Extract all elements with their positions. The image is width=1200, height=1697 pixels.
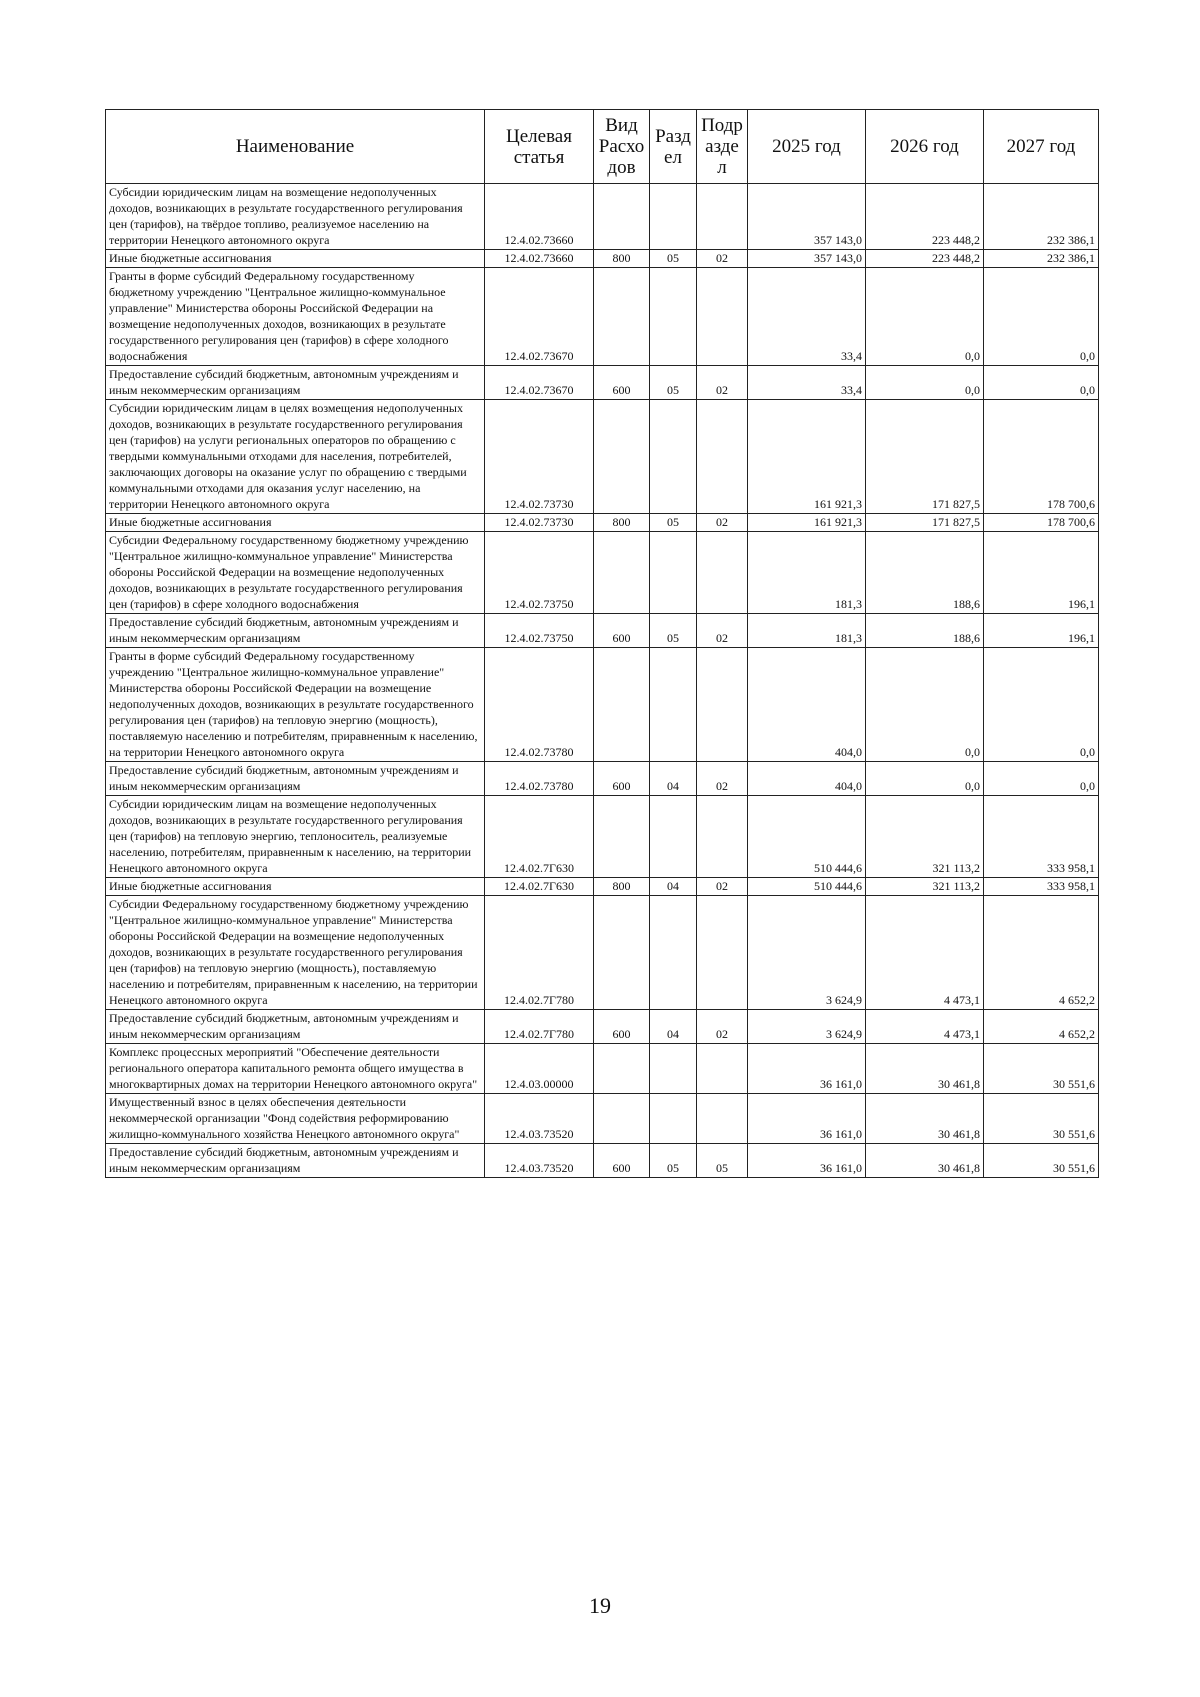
value-2027: 30 551,6	[984, 1094, 1099, 1144]
table-row	[106, 762, 1099, 796]
value-2026: 4 473,1	[866, 896, 984, 1010]
value-2025: 404,0	[748, 762, 866, 796]
value-2025: 510 444,6	[748, 796, 866, 878]
target-article: 12.4.02.73660	[485, 250, 594, 268]
value-2025: 510 444,6	[748, 878, 866, 896]
value-2027: 178 700,6	[984, 400, 1099, 514]
subsection: 05	[697, 1144, 748, 1178]
expense-type: 600	[594, 366, 650, 400]
target-article: 12.4.02.73780	[485, 648, 594, 762]
subsection: 02	[697, 366, 748, 400]
row-name: Предоставление субсидий бюджетным, автономным учреждениям и иным некоммерческим организациям	[106, 366, 485, 400]
subsection	[697, 1094, 748, 1144]
table-row	[106, 796, 1099, 878]
subsection: 02	[697, 878, 748, 896]
row-name: Предоставление субсидий бюджетным, автономным учреждениям и иным некоммерческим организациям	[106, 614, 485, 648]
value-2027: 333 958,1	[984, 796, 1099, 878]
value-2026: 0,0	[866, 366, 984, 400]
expense-type	[594, 532, 650, 614]
value-2026: 0,0	[866, 648, 984, 762]
expense-type	[594, 268, 650, 366]
row-name: Предоставление субсидий бюджетным, автономным учреждениям и иным некоммерческим организациям	[106, 762, 485, 796]
value-2027: 0,0	[984, 648, 1099, 762]
value-2026: 4 473,1	[866, 1010, 984, 1044]
target-article: 12.4.02.73730	[485, 514, 594, 532]
row-name: Субсидии юридическим лицам в целях возмещения недополученных доходов, возникающих в результате государственного регулирования цен (тарифов) на услуги региональных операторов по обращению с твердыми коммунальными отходами для населения, потребителей, заключающих договоры на оказание услуг по обращению с твердыми коммунальными отходами для оказания услуг населению, на территории Ненецкого автономного округа	[106, 400, 485, 514]
row-name: Гранты в форме субсидий Федеральному государственному бюджетному учреждению "Центральное жилищно-коммунальное управление" Министерства обороны Российской Федерации на возмещение недополученных доходов, возникающих в результате государственного регулирования цен (тарифов) в сфере холодного водоснабжения	[106, 268, 485, 366]
row-name: Иные бюджетные ассигнования	[106, 250, 485, 268]
value-2026: 0,0	[866, 268, 984, 366]
subsection	[697, 648, 748, 762]
value-2025: 404,0	[748, 648, 866, 762]
value-2025: 36 161,0	[748, 1094, 866, 1144]
value-2027: 232 386,1	[984, 250, 1099, 268]
table-header-row	[106, 110, 1099, 184]
table-row	[106, 1044, 1099, 1094]
expense-type: 800	[594, 514, 650, 532]
expense-type: 600	[594, 1144, 650, 1178]
expense-type	[594, 400, 650, 514]
subsection: 02	[697, 614, 748, 648]
table-row	[106, 514, 1099, 532]
table-row	[106, 366, 1099, 400]
value-2025: 3 624,9	[748, 1010, 866, 1044]
row-name: Субсидии Федеральному государственному бюджетному учреждению "Центральное жилищно-коммунальное управление" Министерства обороны Российской Федерации на возмещение недополученных доходов, возникающих в результате государственного регулирования цен (тарифов) на тепловую энергию (мощность), поставляемую населению и потребителям, приравненным к населению, на территории Ненецкого автономного округа	[106, 896, 485, 1010]
section: 04	[650, 762, 697, 796]
expense-type	[594, 184, 650, 250]
header-expense-type: Вид Расхо дов	[594, 110, 650, 184]
value-2025: 357 143,0	[748, 184, 866, 250]
table-row	[106, 400, 1099, 514]
target-article: 12.4.02.7Г780	[485, 1010, 594, 1044]
value-2025: 3 624,9	[748, 896, 866, 1010]
value-2027: 196,1	[984, 614, 1099, 648]
target-article: 12.4.03.73520	[485, 1144, 594, 1178]
subsection: 02	[697, 762, 748, 796]
subsection	[697, 268, 748, 366]
expense-type: 800	[594, 250, 650, 268]
subsection: 02	[697, 250, 748, 268]
target-article: 12.4.03.00000	[485, 1044, 594, 1094]
header-name: Наименование	[106, 110, 485, 184]
header-section: Разд ел	[650, 110, 697, 184]
value-2026: 223 448,2	[866, 184, 984, 250]
value-2025: 36 161,0	[748, 1144, 866, 1178]
header-target-article: Целевая статья	[485, 110, 594, 184]
expense-type	[594, 796, 650, 878]
section	[650, 268, 697, 366]
section: 04	[650, 1010, 697, 1044]
value-2027: 30 551,6	[984, 1044, 1099, 1094]
section	[650, 896, 697, 1010]
table-row	[106, 614, 1099, 648]
row-name: Предоставление субсидий бюджетным, автономным учреждениям и иным некоммерческим организациям	[106, 1010, 485, 1044]
value-2025: 161 921,3	[748, 514, 866, 532]
row-name: Субсидии Федеральному государственному бюджетному учреждению "Центральное жилищно-коммунальное управление" Министерства обороны Российской Федерации на возмещение недополученных доходов, возникающих в результате государственного регулирования цен (тарифов) в сфере холодного водоснабжения	[106, 532, 485, 614]
row-name: Субсидии юридическим лицам на возмещение недополученных доходов, возникающих в результате государственного регулирования цен (тарифов), на твёрдое топливо, реализуемое населению на территории Ненецкого автономного округа	[106, 184, 485, 250]
target-article: 12.4.02.73670	[485, 366, 594, 400]
value-2026: 0,0	[866, 762, 984, 796]
table-row	[106, 896, 1099, 1010]
value-2025: 181,3	[748, 614, 866, 648]
target-article: 12.4.02.7Г630	[485, 878, 594, 896]
header-year-2025: 2025 год	[748, 110, 866, 184]
value-2027: 178 700,6	[984, 514, 1099, 532]
value-2026: 321 113,2	[866, 878, 984, 896]
expense-type: 800	[594, 878, 650, 896]
table-row	[106, 268, 1099, 366]
section: 05	[650, 366, 697, 400]
subsection	[697, 184, 748, 250]
target-article: 12.4.02.73750	[485, 614, 594, 648]
table-row	[106, 648, 1099, 762]
value-2027: 30 551,6	[984, 1144, 1099, 1178]
subsection	[697, 896, 748, 1010]
value-2025: 33,4	[748, 268, 866, 366]
expense-type	[594, 1044, 650, 1094]
section	[650, 796, 697, 878]
row-name: Предоставление субсидий бюджетным, автономным учреждениям и иным некоммерческим организациям	[106, 1144, 485, 1178]
section	[650, 1094, 697, 1144]
target-article: 12.4.02.73730	[485, 400, 594, 514]
subsection	[697, 1044, 748, 1094]
table-row	[106, 878, 1099, 896]
section: 04	[650, 878, 697, 896]
row-name: Иные бюджетные ассигнования	[106, 514, 485, 532]
subsection: 02	[697, 1010, 748, 1044]
target-article: 12.4.02.73750	[485, 532, 594, 614]
table-row	[106, 250, 1099, 268]
expense-type	[594, 648, 650, 762]
value-2025: 33,4	[748, 366, 866, 400]
header-year-2026: 2026 год	[866, 110, 984, 184]
value-2026: 30 461,8	[866, 1044, 984, 1094]
value-2026: 171 827,5	[866, 400, 984, 514]
subsection	[697, 400, 748, 514]
target-article: 12.4.02.73670	[485, 268, 594, 366]
value-2027: 333 958,1	[984, 878, 1099, 896]
section	[650, 1044, 697, 1094]
expense-type: 600	[594, 762, 650, 796]
value-2027: 196,1	[984, 532, 1099, 614]
subsection	[697, 532, 748, 614]
page-number: 19	[589, 1593, 611, 1618]
expense-type: 600	[594, 614, 650, 648]
section	[650, 400, 697, 514]
row-name: Субсидии юридическим лицам на возмещение недополученных доходов, возникающих в результате государственного регулирования цен (тарифов) на тепловую энергию, теплоноситель, реализуемые населению, потребителям, приравненным к населению, на территории Ненецкого автономного округа	[106, 796, 485, 878]
header-year-2027: 2027 год	[984, 110, 1099, 184]
expense-type	[594, 896, 650, 1010]
value-2026: 30 461,8	[866, 1144, 984, 1178]
section: 05	[650, 514, 697, 532]
value-2026: 30 461,8	[866, 1094, 984, 1144]
expense-type: 600	[594, 1010, 650, 1044]
table-row	[106, 532, 1099, 614]
row-name: Имущественный взнос в целях обеспечения деятельности некоммерческой организации "Фонд содействия реформированию жилищно-коммунального хозяйства Ненецкого автономного округа"	[106, 1094, 485, 1144]
target-article: 12.4.02.7Г630	[485, 796, 594, 878]
value-2026: 223 448,2	[866, 250, 984, 268]
value-2025: 357 143,0	[748, 250, 866, 268]
table-row	[106, 1010, 1099, 1044]
table-row	[106, 1144, 1099, 1178]
header-subsection: Подр азде л	[697, 110, 748, 184]
budget-table	[105, 109, 1099, 1178]
row-name: Комплекс процессных мероприятий "Обеспечение деятельности регионального оператора капитального ремонта общего имущества в многоквартирных домах на территории Ненецкого автономного округа"	[106, 1044, 485, 1094]
value-2027: 232 386,1	[984, 184, 1099, 250]
table-row	[106, 1094, 1099, 1144]
value-2026: 188,6	[866, 532, 984, 614]
value-2025: 36 161,0	[748, 1044, 866, 1094]
value-2027: 0,0	[984, 268, 1099, 366]
section	[650, 648, 697, 762]
table-row	[106, 184, 1099, 250]
value-2026: 321 113,2	[866, 796, 984, 878]
value-2025: 161 921,3	[748, 400, 866, 514]
target-article: 12.4.02.7Г780	[485, 896, 594, 1010]
value-2026: 171 827,5	[866, 514, 984, 532]
expense-type	[594, 1094, 650, 1144]
target-article: 12.4.02.73660	[485, 184, 594, 250]
section: 05	[650, 614, 697, 648]
target-article: 12.4.03.73520	[485, 1094, 594, 1144]
section	[650, 532, 697, 614]
section	[650, 184, 697, 250]
subsection: 02	[697, 514, 748, 532]
row-name: Иные бюджетные ассигнования	[106, 878, 485, 896]
section: 05	[650, 1144, 697, 1178]
subsection	[697, 796, 748, 878]
value-2027: 4 652,2	[984, 1010, 1099, 1044]
value-2027: 0,0	[984, 762, 1099, 796]
table-body	[106, 184, 1099, 1178]
row-name: Гранты в форме субсидий Федеральному государственному учреждению "Центральное жилищно-коммунальное управление" Министерства обороны Российской Федерации на возмещение недополученных доходов, возникающих в результате государственного регулирования цен (тарифов) на тепловую энергию (мощность), поставляемую населению и потребителям, приравненным к населению, на территории Ненецкого автономного округа	[106, 648, 485, 762]
value-2027: 4 652,2	[984, 896, 1099, 1010]
section: 05	[650, 250, 697, 268]
value-2026: 188,6	[866, 614, 984, 648]
value-2027: 0,0	[984, 366, 1099, 400]
value-2025: 181,3	[748, 532, 866, 614]
target-article: 12.4.02.73780	[485, 762, 594, 796]
